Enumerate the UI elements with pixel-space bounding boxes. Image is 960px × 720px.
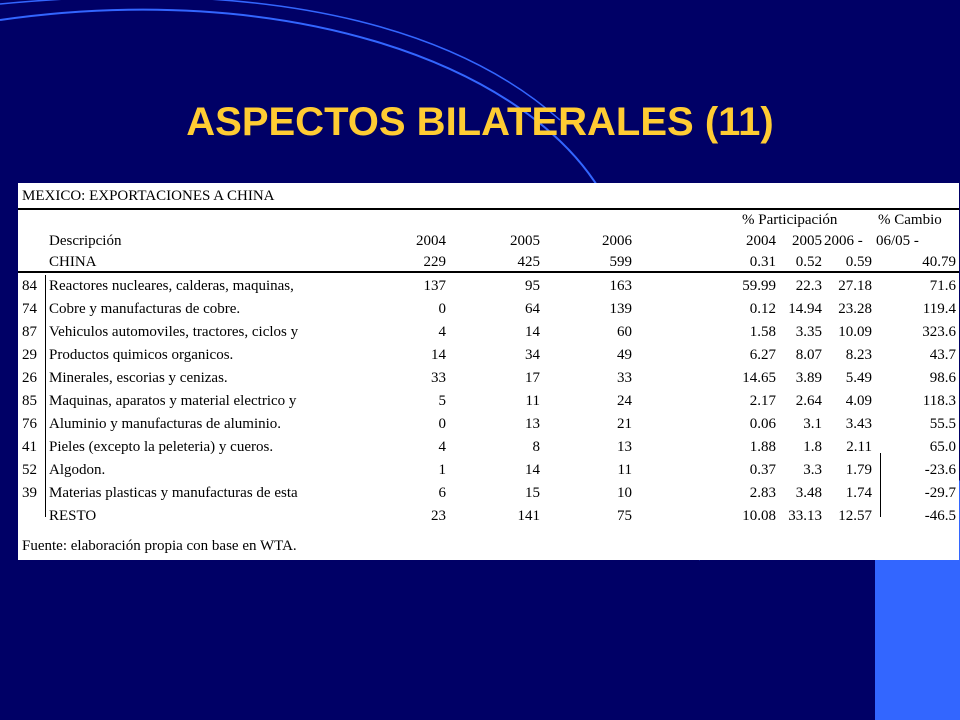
- cell-share-2006: 5.49: [845, 370, 872, 386]
- cell-code: 74: [22, 301, 37, 317]
- cell-value-2005: 64: [525, 301, 540, 317]
- cell-value-2004: 23: [431, 508, 446, 524]
- cell-share-2005: 2.64: [795, 393, 822, 409]
- cell-share-2004: 0.12: [749, 301, 776, 317]
- cell-value-2006: 33: [617, 370, 632, 386]
- cell-value-2004: 137: [423, 278, 446, 294]
- cell-value-2005: 14: [525, 462, 540, 478]
- cell-descripcion: CHINA: [49, 254, 97, 270]
- cambio-group-header: % Cambio: [878, 212, 942, 228]
- cell-share-2006: 10.09: [838, 324, 872, 340]
- cell-value-2005: 34: [525, 347, 540, 363]
- cell-value-2006: 13: [617, 439, 632, 455]
- cell-value-2005: 14: [525, 324, 540, 340]
- cell-change-0605: 119.4: [922, 301, 956, 317]
- cell-value-2005: 8: [532, 439, 540, 455]
- cell-value-2006: 139: [609, 301, 632, 317]
- cell-descripcion: Cobre y manufacturas de cobre.: [49, 301, 241, 317]
- cell-change-0605: -23.6: [924, 462, 956, 478]
- cell-value-2006: 11: [617, 462, 632, 478]
- cell-share-2005: 3.89: [795, 370, 822, 386]
- cell-code: 84: [22, 278, 37, 294]
- exports-table: [18, 183, 959, 560]
- cell-change-0605: 71.6: [929, 278, 956, 294]
- cell-share-2004: 2.17: [749, 393, 776, 409]
- cell-descripcion: RESTO: [49, 508, 97, 524]
- cell-value-2005: 95: [525, 278, 540, 294]
- cell-value-2006: 163: [609, 278, 632, 294]
- cell-share-2005: 8.07: [795, 347, 822, 363]
- cell-descripcion: Reactores nucleares, calderas, maquinas,: [49, 278, 294, 294]
- cell-code: 39: [22, 485, 37, 501]
- cell-share-2006: 2.11: [846, 439, 872, 455]
- cell-change-0605: 40.79: [922, 254, 956, 270]
- cell-share-2005: 1.8: [803, 439, 822, 455]
- cell-share-2006: 0.59: [845, 254, 872, 270]
- cell-share-2005: 22.3: [795, 278, 822, 294]
- cell-share-2004: 14.65: [742, 370, 776, 386]
- cell-change-0605: -46.5: [924, 508, 956, 524]
- cell-code: 29: [22, 347, 37, 363]
- cell-code: 52: [22, 462, 37, 478]
- cell-descripcion: Vehiculos automoviles, tractores, ciclos y: [49, 324, 299, 340]
- cell-share-2006: 1.79: [845, 462, 872, 478]
- cell-share-2004: 59.99: [742, 278, 776, 294]
- cell-share-2006: 4.09: [845, 393, 872, 409]
- cell-share-2006: 1.74: [845, 485, 872, 501]
- cell-value-2005: 425: [517, 254, 540, 270]
- cell-change-0605: 43.7: [929, 347, 956, 363]
- cell-descripcion: Descripción: [49, 233, 122, 249]
- cell-value-2004: 0: [438, 416, 446, 432]
- cell-value-2006: 10: [617, 485, 632, 501]
- cell-value-2004: 0: [438, 301, 446, 317]
- cell-share-2004: 0.31: [749, 254, 776, 270]
- cell-share-2006: 2006 -: [824, 233, 863, 249]
- slide-title: ASPECTOS BILATERALES (11): [186, 100, 774, 144]
- cell-value-2004: 5: [438, 393, 446, 409]
- cell-value-2004: 6: [438, 485, 446, 501]
- cell-change-0605: 65.0: [929, 439, 956, 455]
- cell-value-2006: 75: [617, 508, 632, 524]
- cell-share-2004: 0.06: [749, 416, 776, 432]
- cell-share-2004: 2004: [746, 233, 776, 249]
- cell-descripcion: Minerales, escorias y cenizas.: [49, 370, 228, 386]
- cell-value-2005: 11: [525, 393, 540, 409]
- cell-value-2004: 4: [438, 324, 446, 340]
- cell-value-2004: 229: [423, 254, 446, 270]
- table-caption: MEXICO: EXPORTACIONES A CHINA: [22, 188, 275, 204]
- participacion-group-header: % Participación: [742, 212, 838, 228]
- cell-share-2005: 33.13: [788, 508, 822, 524]
- cell-share-2004: 10.08: [742, 508, 776, 524]
- cell-value-2004: 33: [431, 370, 446, 386]
- cell-code: 76: [22, 416, 37, 432]
- cell-descripcion: Algodon.: [49, 462, 106, 478]
- cell-code: 41: [22, 439, 37, 455]
- cell-value-2005: 17: [525, 370, 540, 386]
- cell-code: 87: [22, 324, 37, 340]
- cell-share-2005: 3.48: [795, 485, 822, 501]
- code-column-divider: [45, 275, 46, 517]
- cell-descripcion: Pieles (excepto la peleteria) y cueros.: [49, 439, 274, 455]
- cell-code: 85: [22, 393, 37, 409]
- cell-change-0605: 323.6: [922, 324, 956, 340]
- cell-value-2004: 4: [438, 439, 446, 455]
- cell-share-2005: 3.35: [795, 324, 822, 340]
- cell-share-2005: 2005: [792, 233, 822, 249]
- cell-share-2005: 0.52: [795, 254, 822, 270]
- cell-value-2006: 2006: [602, 233, 632, 249]
- cell-share-2006: 27.18: [838, 278, 872, 294]
- cell-value-2005: 141: [517, 508, 540, 524]
- cell-change-0605: 118.3: [922, 393, 956, 409]
- cell-descripcion: Materias plasticas y manufacturas de esta: [49, 485, 298, 501]
- cell-value-2004: 1: [438, 462, 446, 478]
- cell-share-2006: 8.23: [845, 347, 872, 363]
- cell-value-2006: 21: [617, 416, 632, 432]
- cell-share-2005: 14.94: [788, 301, 822, 317]
- cell-share-2005: 3.1: [803, 416, 822, 432]
- cell-share-2006: 3.43: [845, 416, 872, 432]
- cell-change-0605: 55.5: [929, 416, 956, 432]
- cell-share-2004: 6.27: [749, 347, 776, 363]
- cell-value-2004: 14: [431, 347, 446, 363]
- cell-value-2006: 24: [617, 393, 632, 409]
- cell-change-0605: 06/05 -: [876, 233, 919, 249]
- cell-share-2004: 1.88: [749, 439, 776, 455]
- cell-value-2005: 2005: [510, 233, 540, 249]
- cell-value-2005: 15: [525, 485, 540, 501]
- cell-share-2004: 2.83: [749, 485, 776, 501]
- cell-change-0605: 98.6: [929, 370, 956, 386]
- cell-value-2004: 2004: [416, 233, 446, 249]
- cell-change-0605: -29.7: [924, 485, 956, 501]
- source-note: Fuente: elaboración propia con base en WTA.: [22, 538, 297, 554]
- cell-share-2006: 23.28: [838, 301, 872, 317]
- cell-descripcion: Productos quimicos organicos.: [49, 347, 234, 363]
- cell-share-2005: 3.3: [803, 462, 822, 478]
- cell-value-2006: 49: [617, 347, 632, 363]
- cell-share-2004: 1.58: [749, 324, 776, 340]
- cell-value-2006: 599: [609, 254, 632, 270]
- cell-descripcion: Maquinas, aparatos y material electrico y: [49, 393, 297, 409]
- cell-code: 26: [22, 370, 37, 386]
- cell-value-2006: 60: [617, 324, 632, 340]
- cell-share-2006: 12.57: [838, 508, 872, 524]
- cell-value-2005: 13: [525, 416, 540, 432]
- cell-descripcion: Aluminio y manufacturas de aluminio.: [49, 416, 282, 432]
- cell-share-2004: 0.37: [749, 462, 776, 478]
